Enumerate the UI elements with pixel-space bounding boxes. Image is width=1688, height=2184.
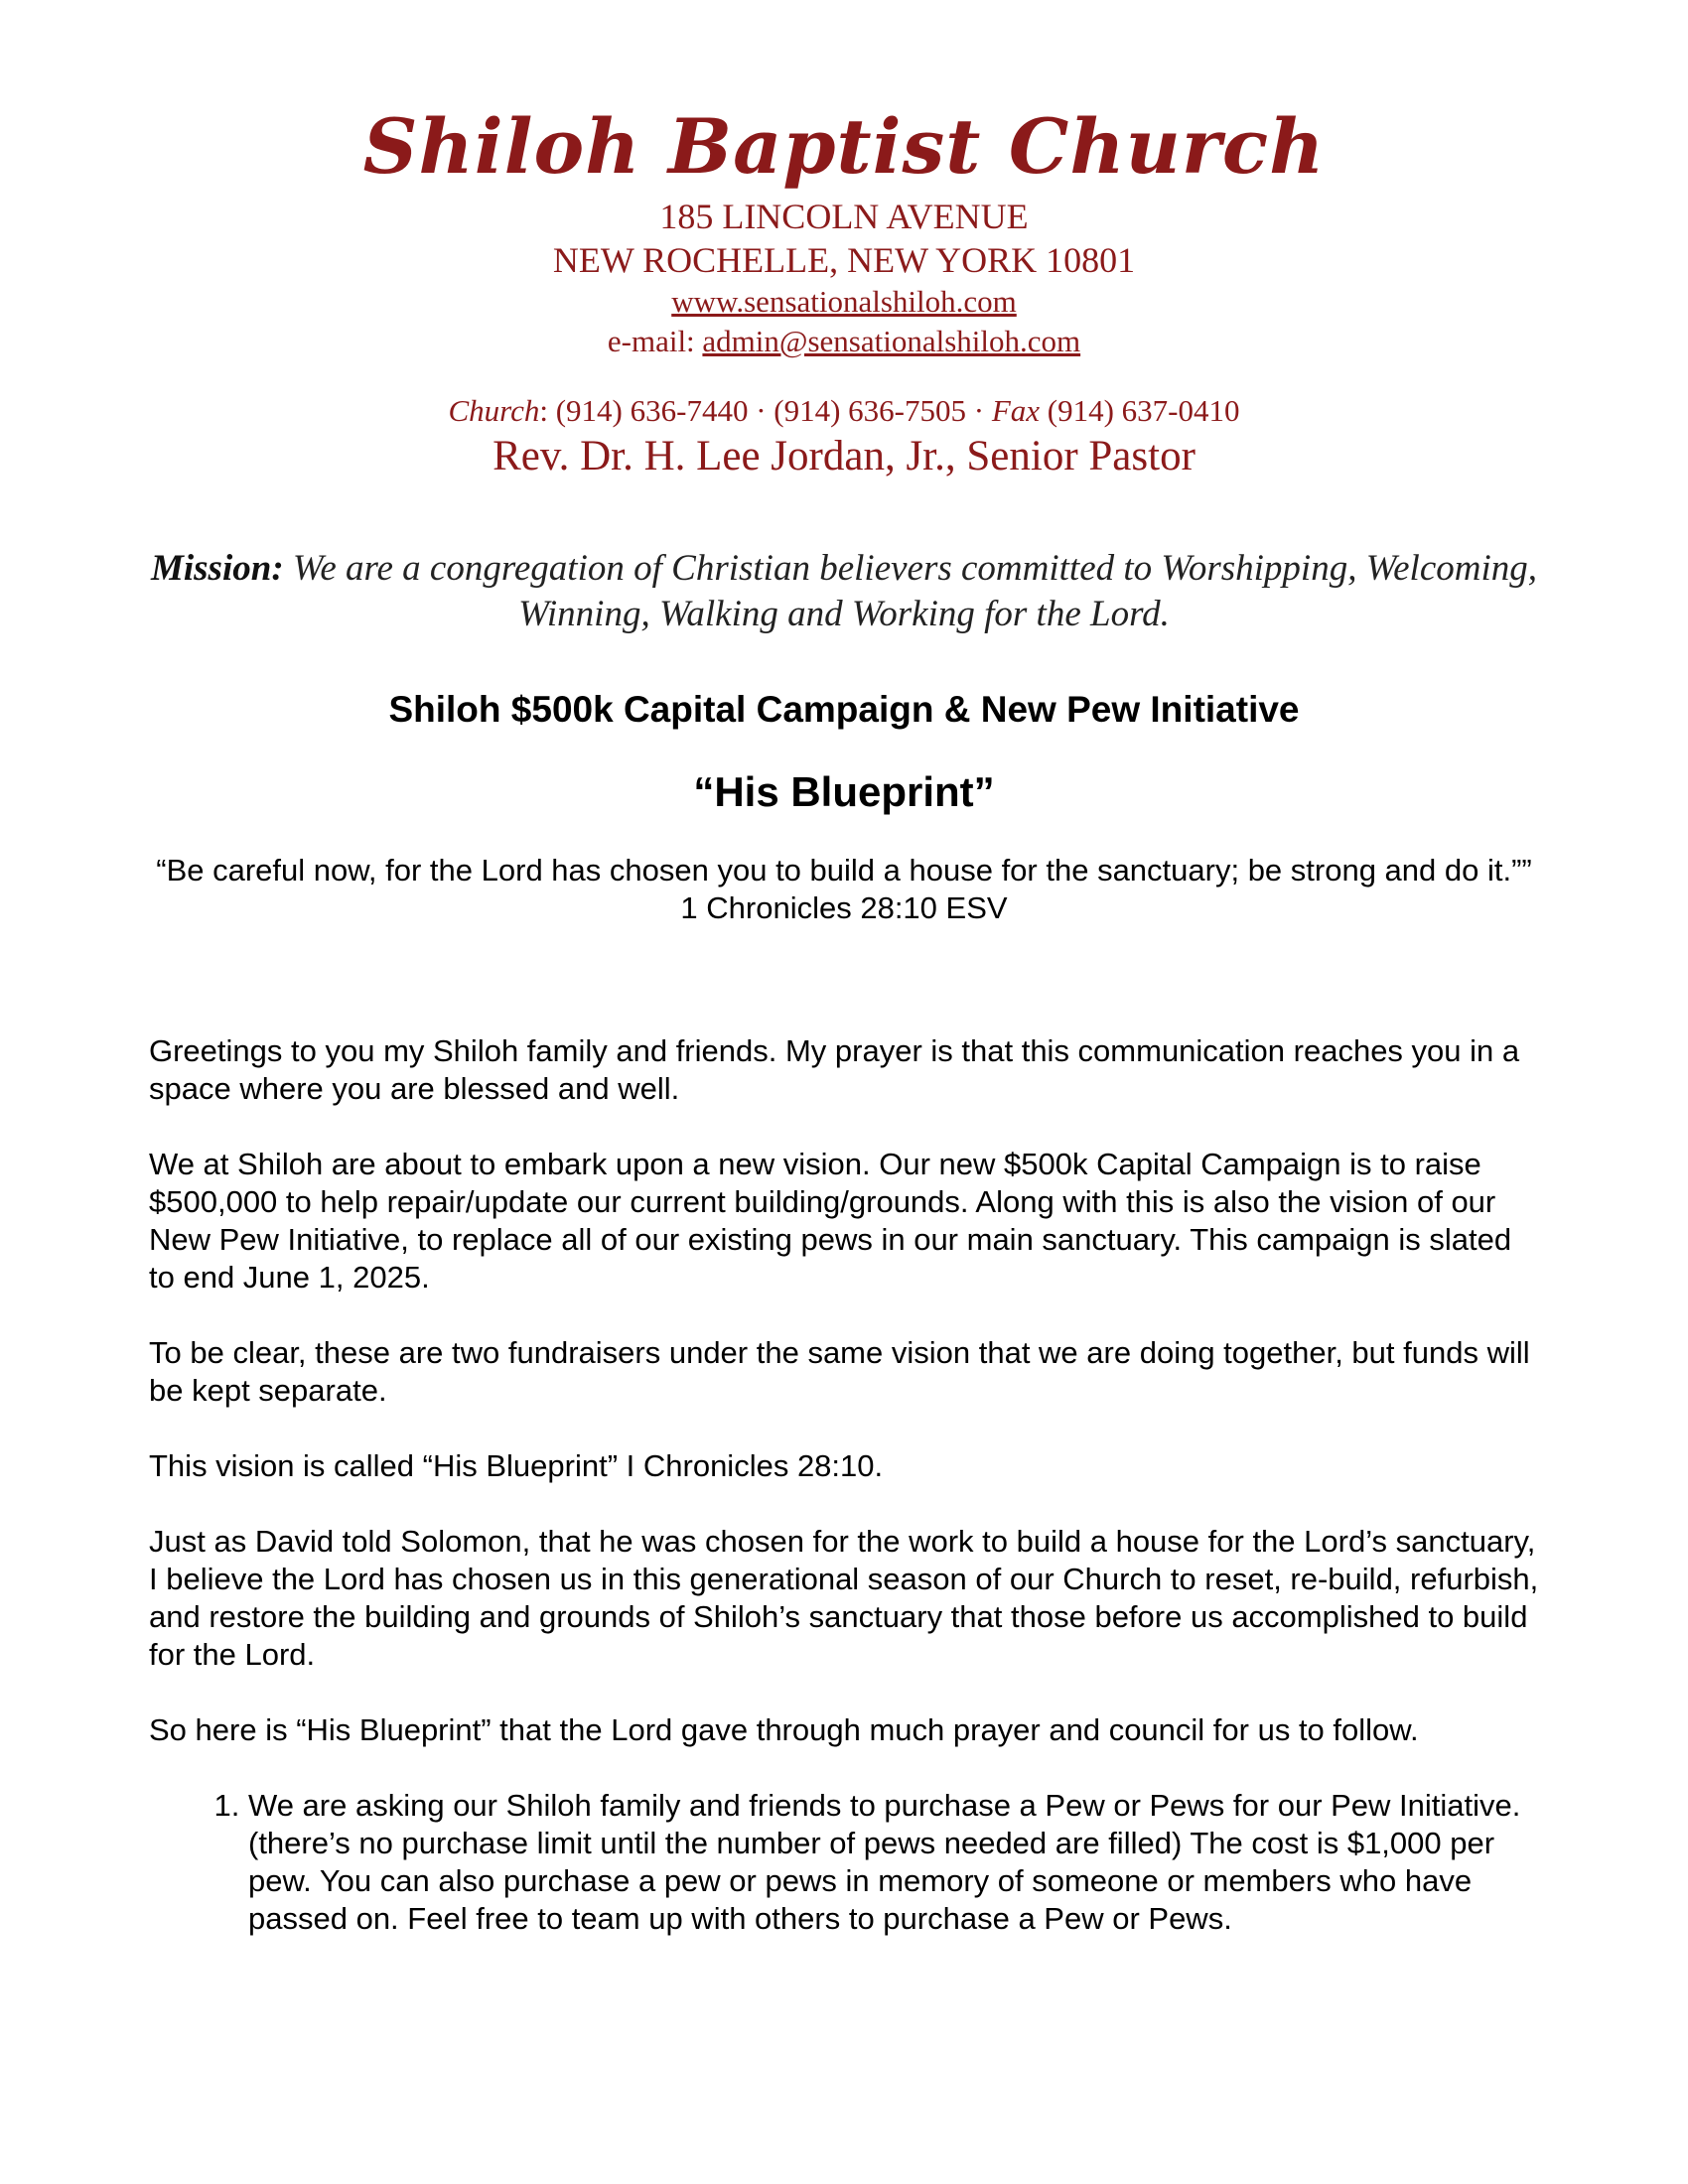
paragraph: So here is “His Blueprint” that the Lord gave through much prayer and council for us to follow. [149,1712,1419,1747]
letterhead [0,99,1688,482]
scripture-block [139,852,1549,927]
scripture-reference: 1 Chronicles 28:10 ESV [680,890,1008,925]
campaign-title: Shiloh $500k Capital Campaign & New Pew Initiative [388,689,1300,730]
email-link[interactable]: admin@sensationalshiloh.com [702,324,1081,358]
phone-row [0,391,1688,431]
scripture-quote: “Be careful now, for the Lord has chosen you to build a house for the sanctuary; be strong and do it.”” [156,853,1532,887]
church-name: Shiloh Baptist Church [362,102,1326,191]
address-line-2: NEW ROCHELLE, NEW YORK 10801 [552,240,1136,280]
paragraph: Greetings to you my Shiloh family and friends. My prayer is that this communication reaches you in a space where you are blessed and well. [149,1033,1520,1106]
paragraph: We at Shiloh are about to embark upon a new vision. Our new $500k Capital Campaign is to raise $500,000 to help repair/update our current building/grounds. Along with this is also the vision of our New Pew Initiative, to replace all of our existing pews in our main sanctuary. This campaign is slated to end June 1, 2025. [149,1147,1512,1295]
paragraph: To be clear, these are two fundraisers under the same vision that we are doing together, but funds will be kept separate. [149,1335,1530,1408]
letter-body [149,1032,1539,1938]
website-row [0,282,1688,322]
vision-title: “His Blueprint” [693,768,995,815]
fax-label: Fax [991,393,1041,428]
senior-pastor: Rev. Dr. H. Lee Jordan, Jr., Senior Pastor [492,433,1196,479]
fax-number: (914) 637-0410 [1040,393,1240,428]
church-phone-numbers: : (914) 636-7440 · (914) 636-7505 · [539,393,992,428]
mission-text: We are a congregation of Christian believers committed to Worshipping, Welcoming, Winning, Walking and Working for the Lord. [283,548,1537,634]
paragraph: This vision is called “His Blueprint” I Chronicles 28:10. [149,1448,884,1483]
email-label: e-mail: [607,324,703,358]
address-line-1: 185 LINCOLN AVENUE [659,197,1029,236]
website-link[interactable]: www.sensationalshiloh.com [671,284,1017,319]
paragraph: Just as David told Solomon, that he was chosen for the work to build a house for the Lord’s sanctuary, I believe the Lord has chosen us in this generational season of our Church to reset, re-build, refurbish, and restore the building and grounds of Shiloh’s sanctuary that those before us accomplished to build for the Lord. [149,1524,1539,1672]
church-phone-label: Church [448,393,540,428]
list-item: 1. We are asking our Shiloh family and friends to purchase a Pew or Pews for our Pew Initiative. (there’s no purchase limit until the number of pews needed are filled) The cost is $1,000 per pew. You can also purchase a pew or pews in memory of someone or members who have passed on. Feel free to team up with others to purchase a Pew or Pews. [248,1787,1539,1938]
mission-statement [149,546,1539,637]
email-row [0,322,1688,361]
blueprint-list [149,1787,1539,1938]
mission-label: Mission: [150,548,284,589]
